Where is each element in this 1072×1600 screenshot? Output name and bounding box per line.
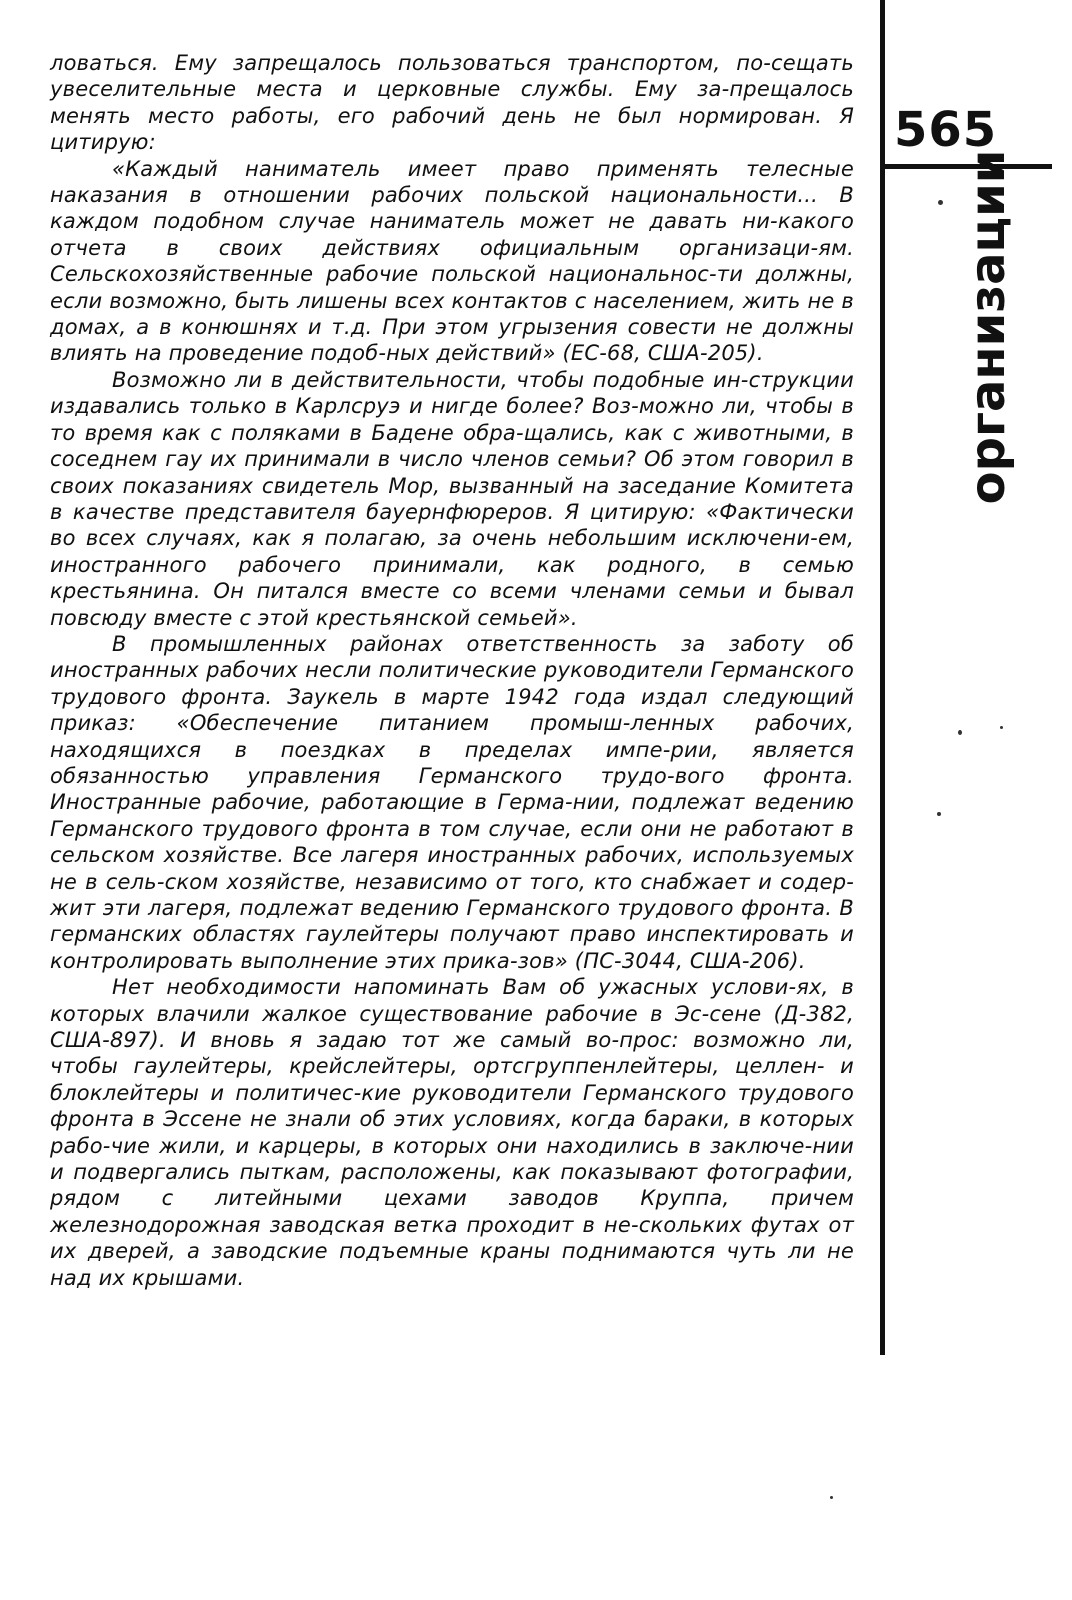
scan-speck xyxy=(937,812,941,816)
scan-speck xyxy=(830,1496,833,1499)
paragraph-2: «Каждый наниматель имеет право применять телесные наказания в отношении рабочих польской национальности... В каждом подобном случае наниматель может не давать ни-какого отчета в своих действиях официальным организаци-ям. Сельскохозяйственные рабочие польской национальнос-ти должны, если возможно, быть лишены всех контактов с населением, жить не в домах, а в конюшнях и т.д. При этом угрызения совести не должны влиять на проведение подоб-ных действий» (ЕС-68, США-205). xyxy=(50,156,854,366)
running-head-label: организации xyxy=(960,149,1016,505)
margin-rule-vertical xyxy=(880,0,885,1355)
paragraph-1: ловаться. Ему запрещалось пользоваться транспортом, по-сещать увеселительные места и церковные службы. Ему за-прещалось менять место работы, его рабочий день не был нормирован. Я цитирую: xyxy=(50,51,854,155)
running-head xyxy=(948,149,1028,505)
page-number: 565 xyxy=(894,102,998,158)
paragraph-5: Нет необходимости напоминать Вам об ужасных услови-ях, в которых влачили жалкое существование рабочие в Эс-сене (Д-382, США-897). И вновь я задаю тот же самый во-прос: возможно ли, чтобы гаулейтеры, крейслейтеры, ортсгруппенлейтеры, целлен- и блоклейтеры и политичес-кие руководители Германского трудового фронта в Эссене не знали об этих условиях, когда бараки, в которых рабо-чие жили, и карцеры, в которых они находились в заключе-нии и подвергались пыткам, расположены, как показывают фотографии, рядом с литейными цехами заводов Круппа, причем железнодорожная заводская ветка проходит в не-скольких футах от их дверей, а заводские подъемные краны поднимаются чуть ли не над их крышами. xyxy=(50,975,854,1290)
scan-speck xyxy=(1000,726,1003,729)
body-text xyxy=(50,50,854,1291)
scan-speck xyxy=(958,730,962,735)
paragraph-3: Возможно ли в действительности, чтобы подобные ин-струкции издавались только в Карлсруэ и нигде более? Воз-можно ли, чтобы в то время как с поляками в Бадене обра-щались, как с животными, в соседнем гау их принимали в число членов семьи? Об этом говорил в своих показаниях свидетель Мор, вызванный на заседание Комитета в качестве представителя бауернфюреров. Я цитирую: «Фактически во всех случаях, как я полагаю, за очень небольшим исключени-ем, иностранного рабочего принимали, как родного, в семью крестьянина. Он питался вместе со всеми членами семьи и бывал повсюду вместе с этой крестьянской семьей». xyxy=(50,367,854,630)
scan-speck xyxy=(938,200,943,205)
paragraph-4: В промышленных районах ответственность за заботу об иностранных рабочих несли политические руководители Германского трудового фронта. Заукель в марте 1942 года издал следующий приказ: «Обеспечение питанием промыш-ленных рабочих, находящихся в поездках в пределах импе-рии, является обязанностью управления Германского трудо-вого фронта. Иностранные рабочие, работающие в Герма-нии, подлежат ведению Германского трудового фронта в том случае, если они не работают в сельском хозяйстве. Все лагеря иностранных рабочих, используемых не в сель-ском хозяйстве, независимо от того, кто снабжает и содер-жит эти лагеря, подлежат ведению Германского трудового фронта. В германских областях гаулейтеры получают право инспектировать и контролировать выполнение этих прика-зов» (ПС-3044, США-206). xyxy=(50,631,854,973)
